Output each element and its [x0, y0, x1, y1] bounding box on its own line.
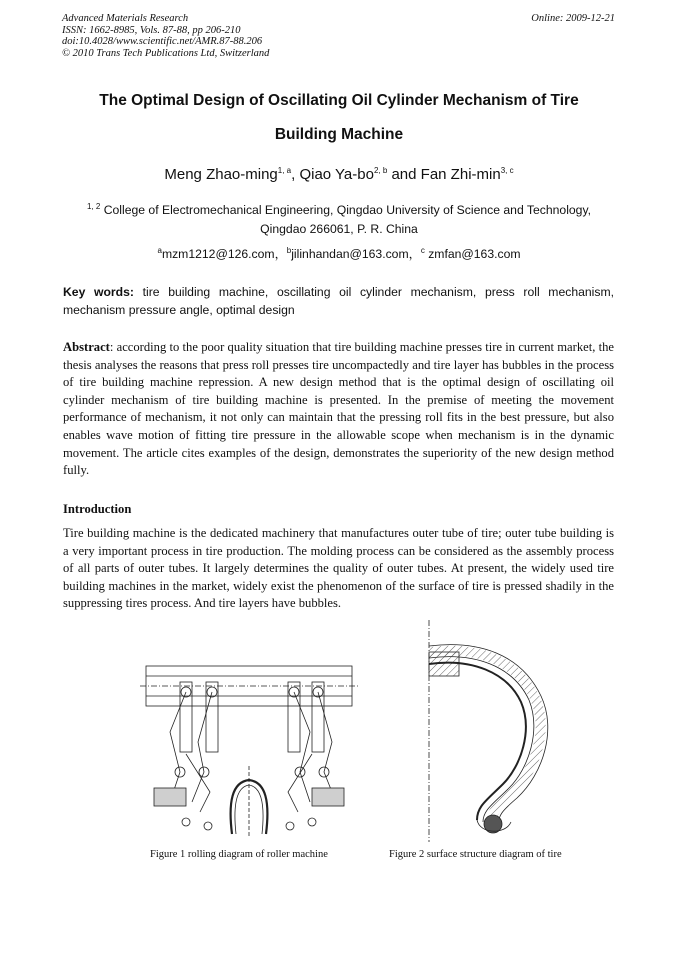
online-date: Online: 2009-12-21 — [531, 13, 615, 24]
email-list — [40, 245, 638, 262]
affiliation-text: College of Electromechanical Engineering, Qingdao University of Science and Technology, — [100, 203, 592, 217]
keywords-label: Key words: — [63, 285, 134, 299]
doi-line: doi:10.4028/www.scientific.net/AMR.87-88.206 — [62, 36, 263, 47]
figure-1-rolling-diagram — [140, 662, 358, 838]
author-1-marker: 1, a — [277, 166, 292, 175]
author-list — [40, 166, 638, 183]
figure-2-tire-structure — [417, 620, 589, 842]
abstract-label: Abstract — [63, 340, 110, 354]
affiliation-line-2: Qingdao 266061, P. R. China — [260, 222, 418, 236]
email-c-marker: c — [420, 245, 425, 255]
paper-title-line-2: Building Machine — [274, 126, 404, 143]
paper-title-line-1: The Optimal Design of Oscillating Oil Cylinder Mechanism of Tire — [99, 92, 579, 109]
author-1: Meng Zhao-ming — [164, 166, 278, 183]
copyright-line: © 2010 Trans Tech Publications Ltd, Switzerland — [62, 47, 270, 59]
journal-name: Advanced Materials Research — [62, 13, 189, 24]
keywords-text: tire building machine, oscillating oil cylinder mechanism, press roll mechanism, mechanism pressure angle, optimal design — [63, 285, 614, 317]
email-c[interactable]: zmfan@163.com — [424, 247, 521, 261]
author-2: Qiao Ya-bo — [299, 166, 374, 183]
abstract — [63, 339, 614, 480]
email-b[interactable]: jilinhandan@163.com， — [291, 247, 421, 261]
figure-1-caption: Figure 1 rolling diagram of roller machine — [150, 849, 328, 860]
email-a[interactable]: mzm1212@126.com， — [161, 247, 287, 261]
left-press-mechanism — [154, 682, 218, 830]
author-3: Fan Zhi-min — [420, 166, 501, 183]
issn-line: ISSN: 1662-8985, Vols. 87-88, pp 206-210 — [62, 24, 241, 36]
figure-2-caption: Figure 2 surface structure diagram of tire — [389, 849, 562, 860]
author-separator: , — [291, 166, 300, 183]
tire-section — [231, 780, 268, 834]
email-b-marker: b — [286, 245, 292, 255]
keywords — [63, 283, 614, 319]
affiliation-line-1 — [62, 201, 616, 220]
introduction-text: Tire building machine is the dedicated machinery that manufactures outer tube of tire; outer tube building is a very important process in tire production. The molding process can be considered as the assembly process of all parts of outer tubes. It largely determines the quality of outer tubes. At present, the widely used tire building machines in the market, widely exist the phenomenon of the surface of tire is pressed shadily in the suppressing tires process. And tire layers have bubbles. — [63, 526, 614, 611]
right-press-mechanism — [286, 682, 344, 830]
running-header — [62, 13, 269, 59]
author-2-marker: 2, b — [373, 166, 388, 175]
tire-shell — [429, 651, 541, 824]
introduction-heading: Introduction — [63, 502, 132, 516]
author-separator: and — [387, 166, 421, 183]
email-a-marker: a — [157, 245, 162, 255]
affiliation — [62, 201, 616, 239]
author-3-marker: 3, c — [500, 166, 514, 175]
affiliation-marker: 1, 2 — [86, 201, 101, 211]
abstract-text: : according to the poor quality situation that tire building machine presses tire in current market, the thesis analyses the reasons that press roll presses tire uncompactedly and tire layer has bubbles in the process of tire building machine repression. A new design method that is the optimal design of oscillating oil cylinder mechanism of tire building machine is presented. In the premise of meeting the movement performance of mechanism, it not only can maintain that the pressing roll fits in the best pressure, but also enables wave motion of fitting tire pressure in the allowable scope when mechanism is in the dynamic movement. The article cites examples of the design, demonstrates the superiority of the new design method fully. — [63, 340, 614, 478]
